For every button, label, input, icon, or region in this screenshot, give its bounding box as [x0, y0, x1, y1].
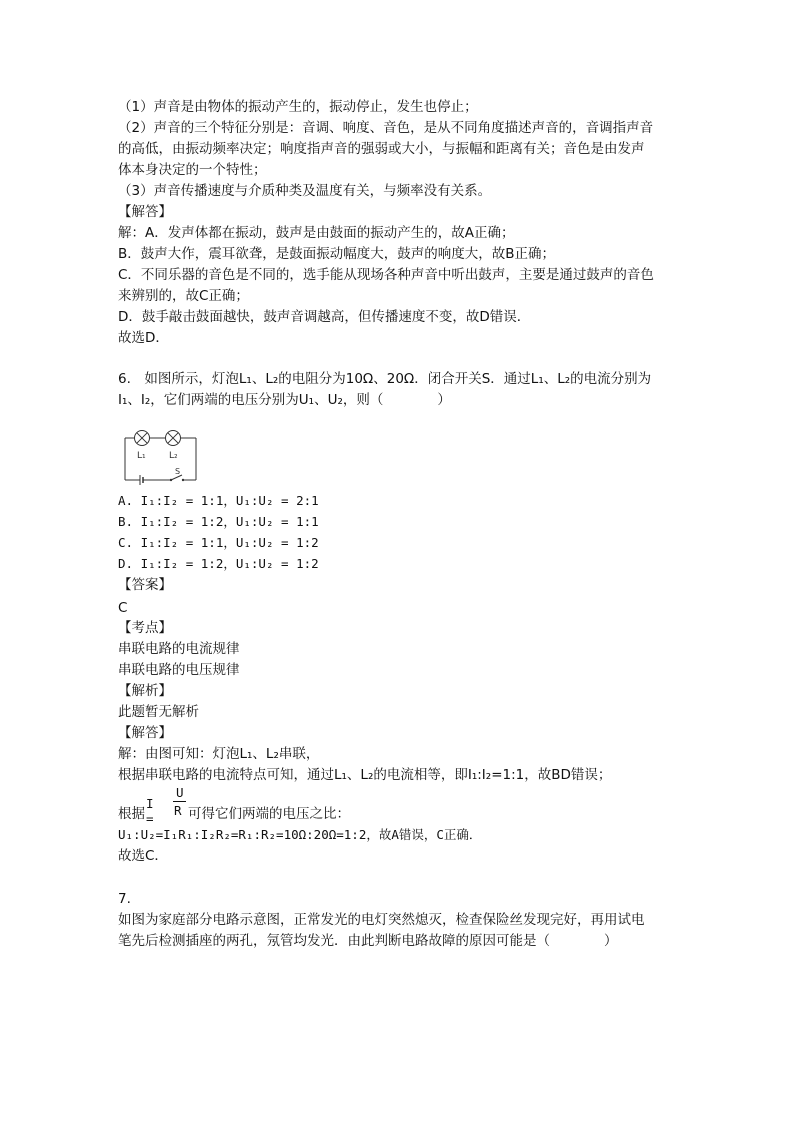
analysis-point: （2）声音的三个特征分别是：音调、响度、音色，是从不同角度描述声音的，音调指声音	[118, 120, 654, 136]
solution-line: 根据串联电路的电流特点可知，通过L₁、L₂的电流相等，即I₁:I₂=1:1，故BD错误；	[118, 767, 612, 783]
solution-line-prefix: 根据	[118, 806, 145, 822]
question-stem: 如图为家庭部分电路示意图，正常发光的电灯突然熄灭，检查保险丝发现完好，再用试电	[118, 912, 645, 928]
solution-line: 解：由图可知：灯泡L₁、L₂串联，	[118, 746, 320, 762]
solution-line: D．鼓手敲击鼓面越快，鼓声音调越高，但传播速度不变，故D错误．	[118, 309, 531, 325]
solution-line: C．不同乐器的音色是不同的，选手能从现场各种声音中听出鼓声，主要是通过鼓声的音色	[118, 267, 654, 283]
analysis-point: （1）声音是由物体的振动产生的，振动停止，发生也停止；	[118, 99, 478, 115]
kaodian-item: 串联电路的电压规律	[118, 662, 240, 678]
option-a: A. I₁:I₂ = 1:1，U₁:U₂ = 2:1	[118, 493, 319, 508]
section-header: 【答案】	[118, 577, 172, 593]
solution-line-suffix: 可得它们两端的电压之比：	[188, 806, 350, 822]
lamp-l1-label: L₁	[137, 451, 146, 461]
lamp-l2-icon	[166, 431, 181, 446]
section-header: 【解答】	[118, 725, 172, 741]
analysis-point: 的高低，由振动频率决定；响度指声音的强弱或大小，与振幅和距离有关；音色是由发声	[118, 141, 645, 157]
question-stem: I₁、I₂，它们两端的电压分别为U₁、U₂，则（ ）	[118, 392, 451, 408]
solution-line: 故选C．	[118, 848, 168, 864]
analysis-point: （3）声音传播速度与介质种类及温度有关，与频率没有关系。	[118, 183, 492, 199]
question-stem: 6. 如图所示，灯泡L₁、L₂的电阻分为10Ω、20Ω．闭合开关S．通过L₁、L₂的电流分别为	[118, 371, 652, 387]
solution-line: 故选D．	[118, 330, 169, 346]
lamp-l2-label: L₂	[169, 451, 178, 461]
solution-line: U₁:U₂=I₁R₁:I₂R₂=R₁:R₂=10Ω:20Ω=1:2，故A错误，C正确．	[118, 827, 482, 842]
battery-icon	[125, 475, 170, 485]
solution-line: B．鼓声大作，震耳欲聋，是鼓面振动幅度大，鼓声的响度大，故B正确；	[118, 246, 556, 262]
switch-label: S	[175, 467, 181, 476]
jiexi-text: 此题暂无解析	[118, 704, 199, 720]
option-d: D. I₁:I₂ = 1:2，U₁:U₂ = 1:2	[118, 556, 319, 571]
analysis-point: 体本身决定的一个特性；	[118, 162, 267, 178]
formula-lhs: I =	[146, 796, 154, 826]
kaodian-item: 串联电路的电流规律	[118, 641, 240, 657]
formula-denominator: R	[174, 803, 182, 818]
formula-numerator: U	[176, 785, 184, 800]
option-c: C. I₁:I₂ = 1:1，U₁:U₂ = 1:2	[118, 535, 319, 550]
circuit-diagram	[118, 428, 202, 486]
switch-icon	[170, 475, 196, 481]
lamp-l1-icon	[135, 431, 150, 446]
section-header: 【考点】	[118, 620, 172, 636]
question-stem: 笔先后检测插座的两孔，氖管均发光．由此判断电路故障的原因可能是（ ）	[118, 933, 618, 949]
question-number: 7.	[118, 891, 131, 907]
option-b: B. I₁:I₂ = 1:2，U₁:U₂ = 1:1	[118, 514, 319, 529]
section-header: 【解答】	[118, 204, 172, 220]
answer-value: C	[118, 600, 128, 616]
solution-line: 解：A．发声体都在振动，鼓声是由鼓面的振动产生的，故A正确；	[118, 225, 515, 241]
fraction-bar	[173, 801, 186, 802]
solution-line: 来辨别的，故C正确；	[118, 288, 249, 304]
section-header: 【解析】	[118, 683, 172, 699]
